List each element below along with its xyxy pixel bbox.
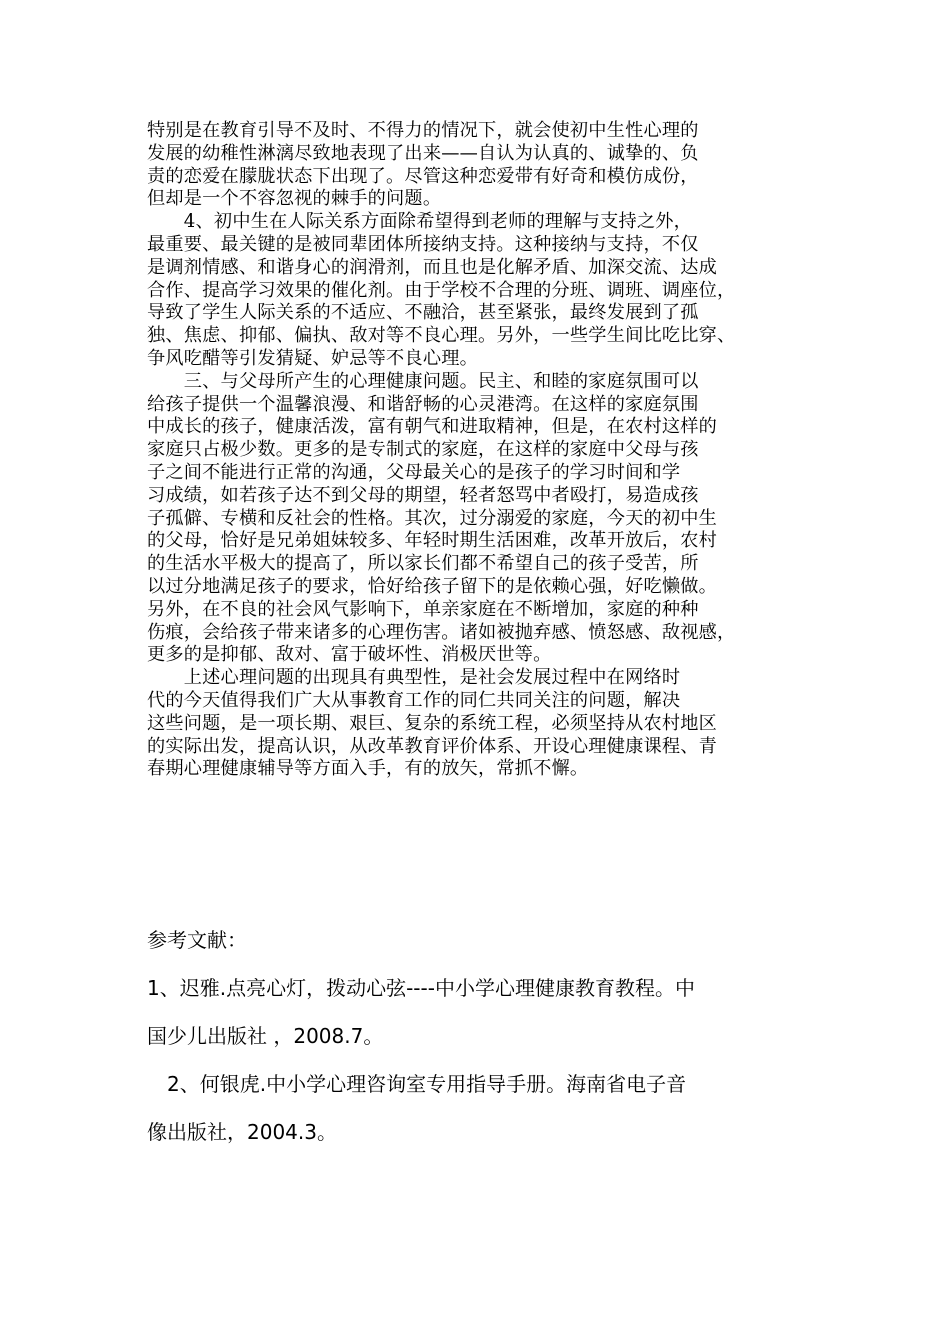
body-line: 给孩子提供一个温馨浪漫、和谐舒畅的心灵港湾。在这样的家庭氛围 bbox=[147, 393, 699, 415]
body-line: 上述心理问题的出现具有典型性，是社会发展过程中在网络时 bbox=[147, 667, 681, 689]
body-line: 最重要、最关键的是被同辈团体所接纳支持。这种接纳与支持，不仅 bbox=[147, 233, 699, 255]
body-line: 发展的幼稚性淋漓尽致地表现了出来——自认为认真的、诚挚的、负 bbox=[147, 142, 699, 164]
body-line: 的实际出发，提高认识，从改革教育评价体系、开设心理健康课程、青 bbox=[147, 735, 718, 757]
reference-line: 2、何银虎.中小学心理咨询室专用指导手册。海南省电子音 bbox=[147, 1072, 687, 1096]
body-line: 这些问题，是一项长期、艰巨、复杂的系统工程，必须坚持从农村地区 bbox=[147, 712, 718, 734]
body-line: 特别是在教育引导不及时、不得力的情况下，就会使初中生性心理的 bbox=[147, 120, 699, 141]
references-heading: 参考文献： bbox=[147, 928, 247, 952]
body-line: 子之间不能进行正常的沟通，父母最关心的是孩子的学习时间和学 bbox=[147, 461, 681, 483]
body-line: 家庭只占极少数。更多的是专制式的家庭，在这样的家庭中父母与孩 bbox=[147, 439, 699, 461]
references-section bbox=[147, 926, 815, 1146]
body-line: 子孤僻、专横和反社会的性格。其次，过分溺爱的家庭，今天的初中生 bbox=[147, 507, 718, 529]
body-line: 伤痕，会给孩子带来诸多的心理伤害。诸如被抛弃感、愤怒感、敌视感， bbox=[147, 621, 736, 643]
body-line: 代的今天值得我们广大从事教育工作的同仁共同关注的问题，解决 bbox=[147, 689, 681, 711]
body-line: 合作、提高学习效果的催化剂。由于学校不合理的分班、调班、调座位， bbox=[147, 279, 736, 301]
body-line: 4、初中生在人际关系方面除希望得到老师的理解与支持之外， bbox=[147, 211, 693, 233]
reference-line: 1、迟雅.点亮心灯，拨动心弦----中小学心理健康教育教程。中 bbox=[147, 976, 695, 1000]
body-line: 春期心理健康辅导等方面入手，有的放矢，常抓不懈。 bbox=[147, 758, 589, 780]
reference-line: 像出版社，2004.3。 bbox=[147, 1120, 337, 1144]
body-line: 但却是一个不容忽视的棘手的问题。 bbox=[147, 188, 442, 210]
body-text bbox=[147, 120, 815, 781]
body-line: 另外，在不良的社会风气影响下，单亲家庭在不断增加，家庭的种种 bbox=[147, 598, 699, 620]
body-line: 中成长的孩子，健康活泼，富有朝气和进取精神，但是，在农村这样的 bbox=[147, 416, 718, 438]
reference-line: 国少儿出版社 ，2008.7。 bbox=[147, 1024, 384, 1048]
body-line: 三、与父母所产生的心理健康问题。民主、和睦的家庭氛围可以 bbox=[147, 370, 699, 392]
body-line: 以过分地满足孩子的要求，恰好给孩子留下的是依赖心强，好吃懒做。 bbox=[147, 575, 718, 597]
body-line: 是调剂情感、和谐身心的润滑剂，而且也是化解矛盾、加深交流、达成 bbox=[147, 256, 718, 278]
body-line: 责的恋爱在朦胧状态下出现了。尽管这种恋爱带有好奇和模仿成份， bbox=[147, 165, 699, 187]
body-line: 习成绩，如若孩子达不到父母的期望，轻者怒骂中者殴打，易造成孩 bbox=[147, 484, 699, 506]
body-line: 独、焦虑、抑郁、偏执、敌对等不良心理。另外，一些学生间比吃比穿、 bbox=[147, 325, 736, 347]
body-line: 导致了学生人际关系的不适应、不融洽，甚至紧张，最终发展到了孤 bbox=[147, 302, 699, 324]
body-line: 争风吃醋等引发猜疑、妒忌等不良心理。 bbox=[147, 347, 478, 369]
body-line: 的生活水平极大的提高了，所以家长们都不希望自己的孩子受苦，所 bbox=[147, 553, 699, 575]
body-line: 更多的是抑郁、敌对、富于破坏性、消极厌世等。 bbox=[147, 644, 552, 666]
body-line: 的父母，恰好是兄弟姐妹较多、年轻时期生活困难，改革开放后，农村 bbox=[147, 530, 718, 552]
